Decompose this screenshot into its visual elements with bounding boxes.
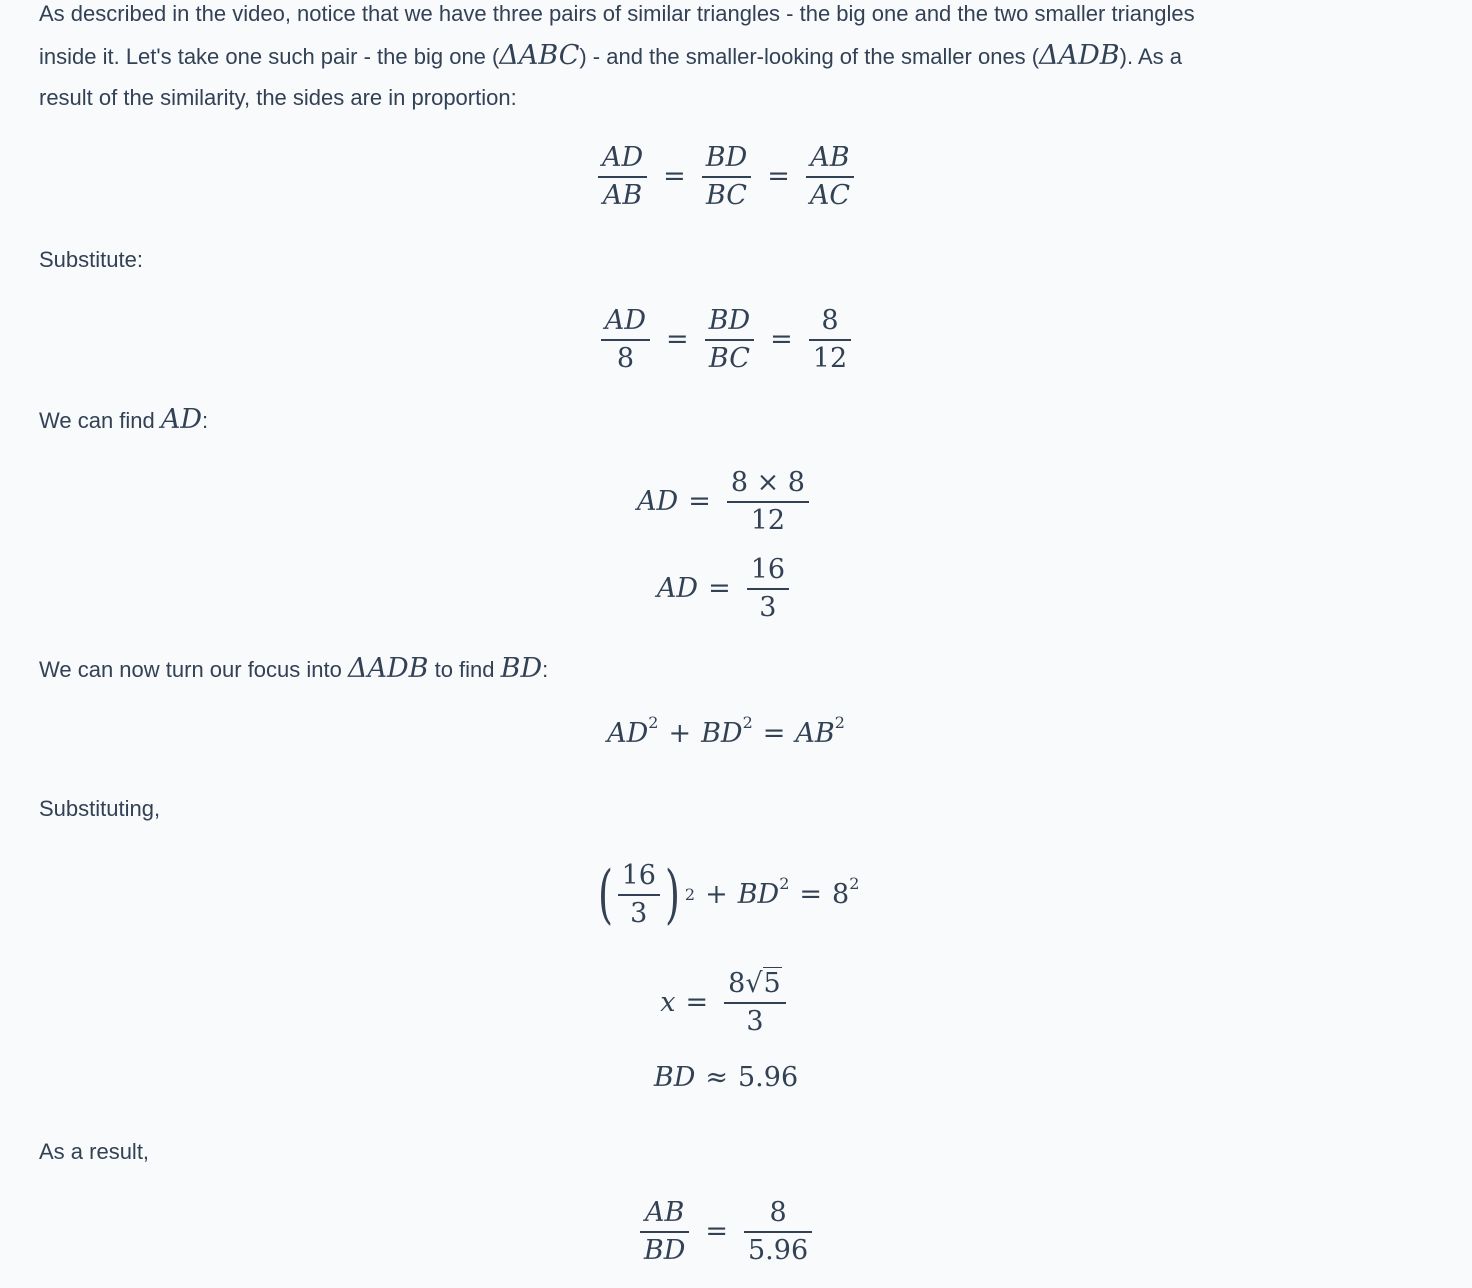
term-ad-squared	[607, 713, 659, 749]
exponent: 2	[648, 713, 659, 732]
equation-x-result	[0, 966, 1452, 1040]
equation-pythagoras-substituted: ( $\frac{16}{3}$ ) 2 + $BD^2$ = $8^2$	[597, 857, 860, 932]
denominator: 3	[746, 1005, 764, 1037]
exponent: 2	[742, 713, 753, 732]
term: BD	[701, 718, 743, 749]
equation-proportion	[0, 140, 1452, 214]
intro-text-3: result of the similarity, the sides are in proportion:	[39, 85, 517, 110]
triangle-adb-math: ΔADB	[1039, 40, 1120, 71]
bd-math: BD	[500, 653, 543, 684]
square-root	[745, 967, 781, 999]
equals-sign: =	[767, 161, 790, 193]
exponent: 2	[849, 874, 860, 894]
colon: :	[542, 657, 549, 682]
intro-paragraph-line-2	[39, 35, 1182, 78]
equals-sign: =	[762, 718, 786, 749]
focus-paragraph	[39, 648, 548, 691]
denominator: BC	[705, 179, 747, 211]
equals-sign: =	[688, 486, 711, 518]
denominator: AC	[809, 179, 851, 211]
intro-text-2c: ). As a	[1119, 44, 1182, 69]
denominator: 8	[616, 342, 635, 374]
equals-sign: =	[770, 324, 793, 356]
lhs: AD	[656, 573, 699, 605]
denominator: 3	[630, 897, 648, 929]
equation-bd-approx	[0, 1062, 1452, 1093]
equation-ad-calc	[0, 465, 1452, 539]
plus-sign: +	[668, 718, 692, 749]
denominator: 3	[759, 591, 777, 623]
numerator	[724, 966, 786, 1002]
fraction-ad-8	[601, 303, 650, 377]
denominator: 12	[812, 342, 848, 374]
ad-math: AD	[160, 404, 203, 435]
equals-sign: =	[799, 879, 823, 911]
fraction-bd-bc	[702, 140, 752, 214]
colon: :	[202, 408, 209, 433]
fraction-ad-ab	[598, 140, 647, 214]
as-a-result-label	[39, 1131, 149, 1173]
fraction-8-12	[809, 303, 851, 377]
numerator: AD	[601, 142, 644, 173]
intro-text-2a: inside it. Let's take one such pair - the big one (	[39, 44, 500, 69]
numerator: BD	[705, 142, 748, 173]
fraction-bd-bc	[705, 303, 755, 377]
fraction-ab-ac	[806, 140, 854, 214]
find-ad-text: We can find	[39, 408, 161, 433]
numerator: 8 × 8	[730, 467, 805, 498]
exponent: 2	[834, 713, 845, 732]
numerator: 8	[769, 1197, 787, 1228]
substitute-text: Substitute:	[39, 247, 143, 272]
equals-sign: =	[685, 987, 709, 1019]
equation-ad-result	[0, 552, 1452, 626]
equation-substituted	[0, 303, 1452, 377]
exponent: 2	[779, 874, 790, 894]
equation-ratio	[0, 1195, 1452, 1269]
term-ab-squared	[795, 713, 845, 749]
denominator: AB	[602, 179, 643, 211]
find-ad-paragraph	[39, 399, 208, 442]
left-paren: (	[597, 857, 613, 932]
numerator: BD	[708, 305, 751, 336]
as-a-result-text: As a result,	[39, 1139, 150, 1164]
fraction-8sqrt5-3	[724, 966, 786, 1040]
numerator: AB	[810, 142, 850, 173]
equals-sign: =	[705, 1216, 728, 1248]
substituting-text: Substituting,	[39, 796, 161, 821]
focus-text-a: We can now turn our focus into	[39, 657, 348, 682]
numerator: AB	[644, 1197, 685, 1228]
term: AD	[607, 718, 649, 749]
denominator: BD	[643, 1234, 686, 1266]
term: AB	[795, 718, 835, 749]
rhs: 5.96	[738, 1062, 799, 1093]
term-8-squared	[832, 874, 860, 911]
denominator: 12	[750, 504, 786, 536]
numerator: 16	[750, 554, 786, 585]
focus-text-b: to find	[428, 657, 501, 682]
right-paren: )	[664, 857, 680, 932]
term: 8	[832, 879, 850, 911]
intro-paragraph-line-3	[39, 77, 517, 119]
numerator: 16	[621, 860, 656, 891]
equals-sign: =	[666, 324, 689, 356]
fraction-8x8-12	[727, 465, 809, 539]
substituting-label	[39, 788, 160, 830]
fraction-8-5.96	[744, 1195, 812, 1269]
equals-sign: =	[663, 161, 686, 193]
term: BD	[737, 879, 780, 911]
lhs: BD	[653, 1062, 696, 1093]
denominator: 5.96	[748, 1234, 809, 1266]
radical-sign: √	[745, 968, 763, 999]
numerator: AD	[604, 305, 647, 336]
triangle-adb-math: ΔADB	[347, 653, 429, 684]
substitute-label	[39, 239, 143, 281]
radicand: 5	[763, 968, 781, 999]
coefficient: 8	[728, 968, 746, 999]
term-bd-squared	[701, 713, 753, 749]
denominator: BC	[708, 342, 750, 374]
intro-text-1: As described in the video, notice that we have three pairs of similar triangles - the big one and the two smaller triangles	[39, 1, 1195, 26]
intro-text-2b: ) - and the smaller-looking of the smaller ones (	[579, 44, 1040, 69]
equals-sign: =	[708, 573, 731, 605]
term-bd-squared	[737, 874, 790, 911]
fraction-ab-bd	[640, 1195, 690, 1269]
fraction-16-3	[618, 858, 660, 932]
plus-sign: +	[705, 879, 728, 911]
fraction-16-3	[747, 552, 789, 626]
triangle-abc-math: ΔABC	[499, 40, 580, 71]
equation-pythagoras	[0, 713, 1452, 749]
numerator: 8	[821, 305, 839, 336]
intro-paragraph-line-1	[39, 0, 1195, 35]
approx-sign: ≈	[705, 1062, 728, 1093]
lhs: AD	[637, 486, 679, 518]
lhs: x	[660, 987, 676, 1019]
